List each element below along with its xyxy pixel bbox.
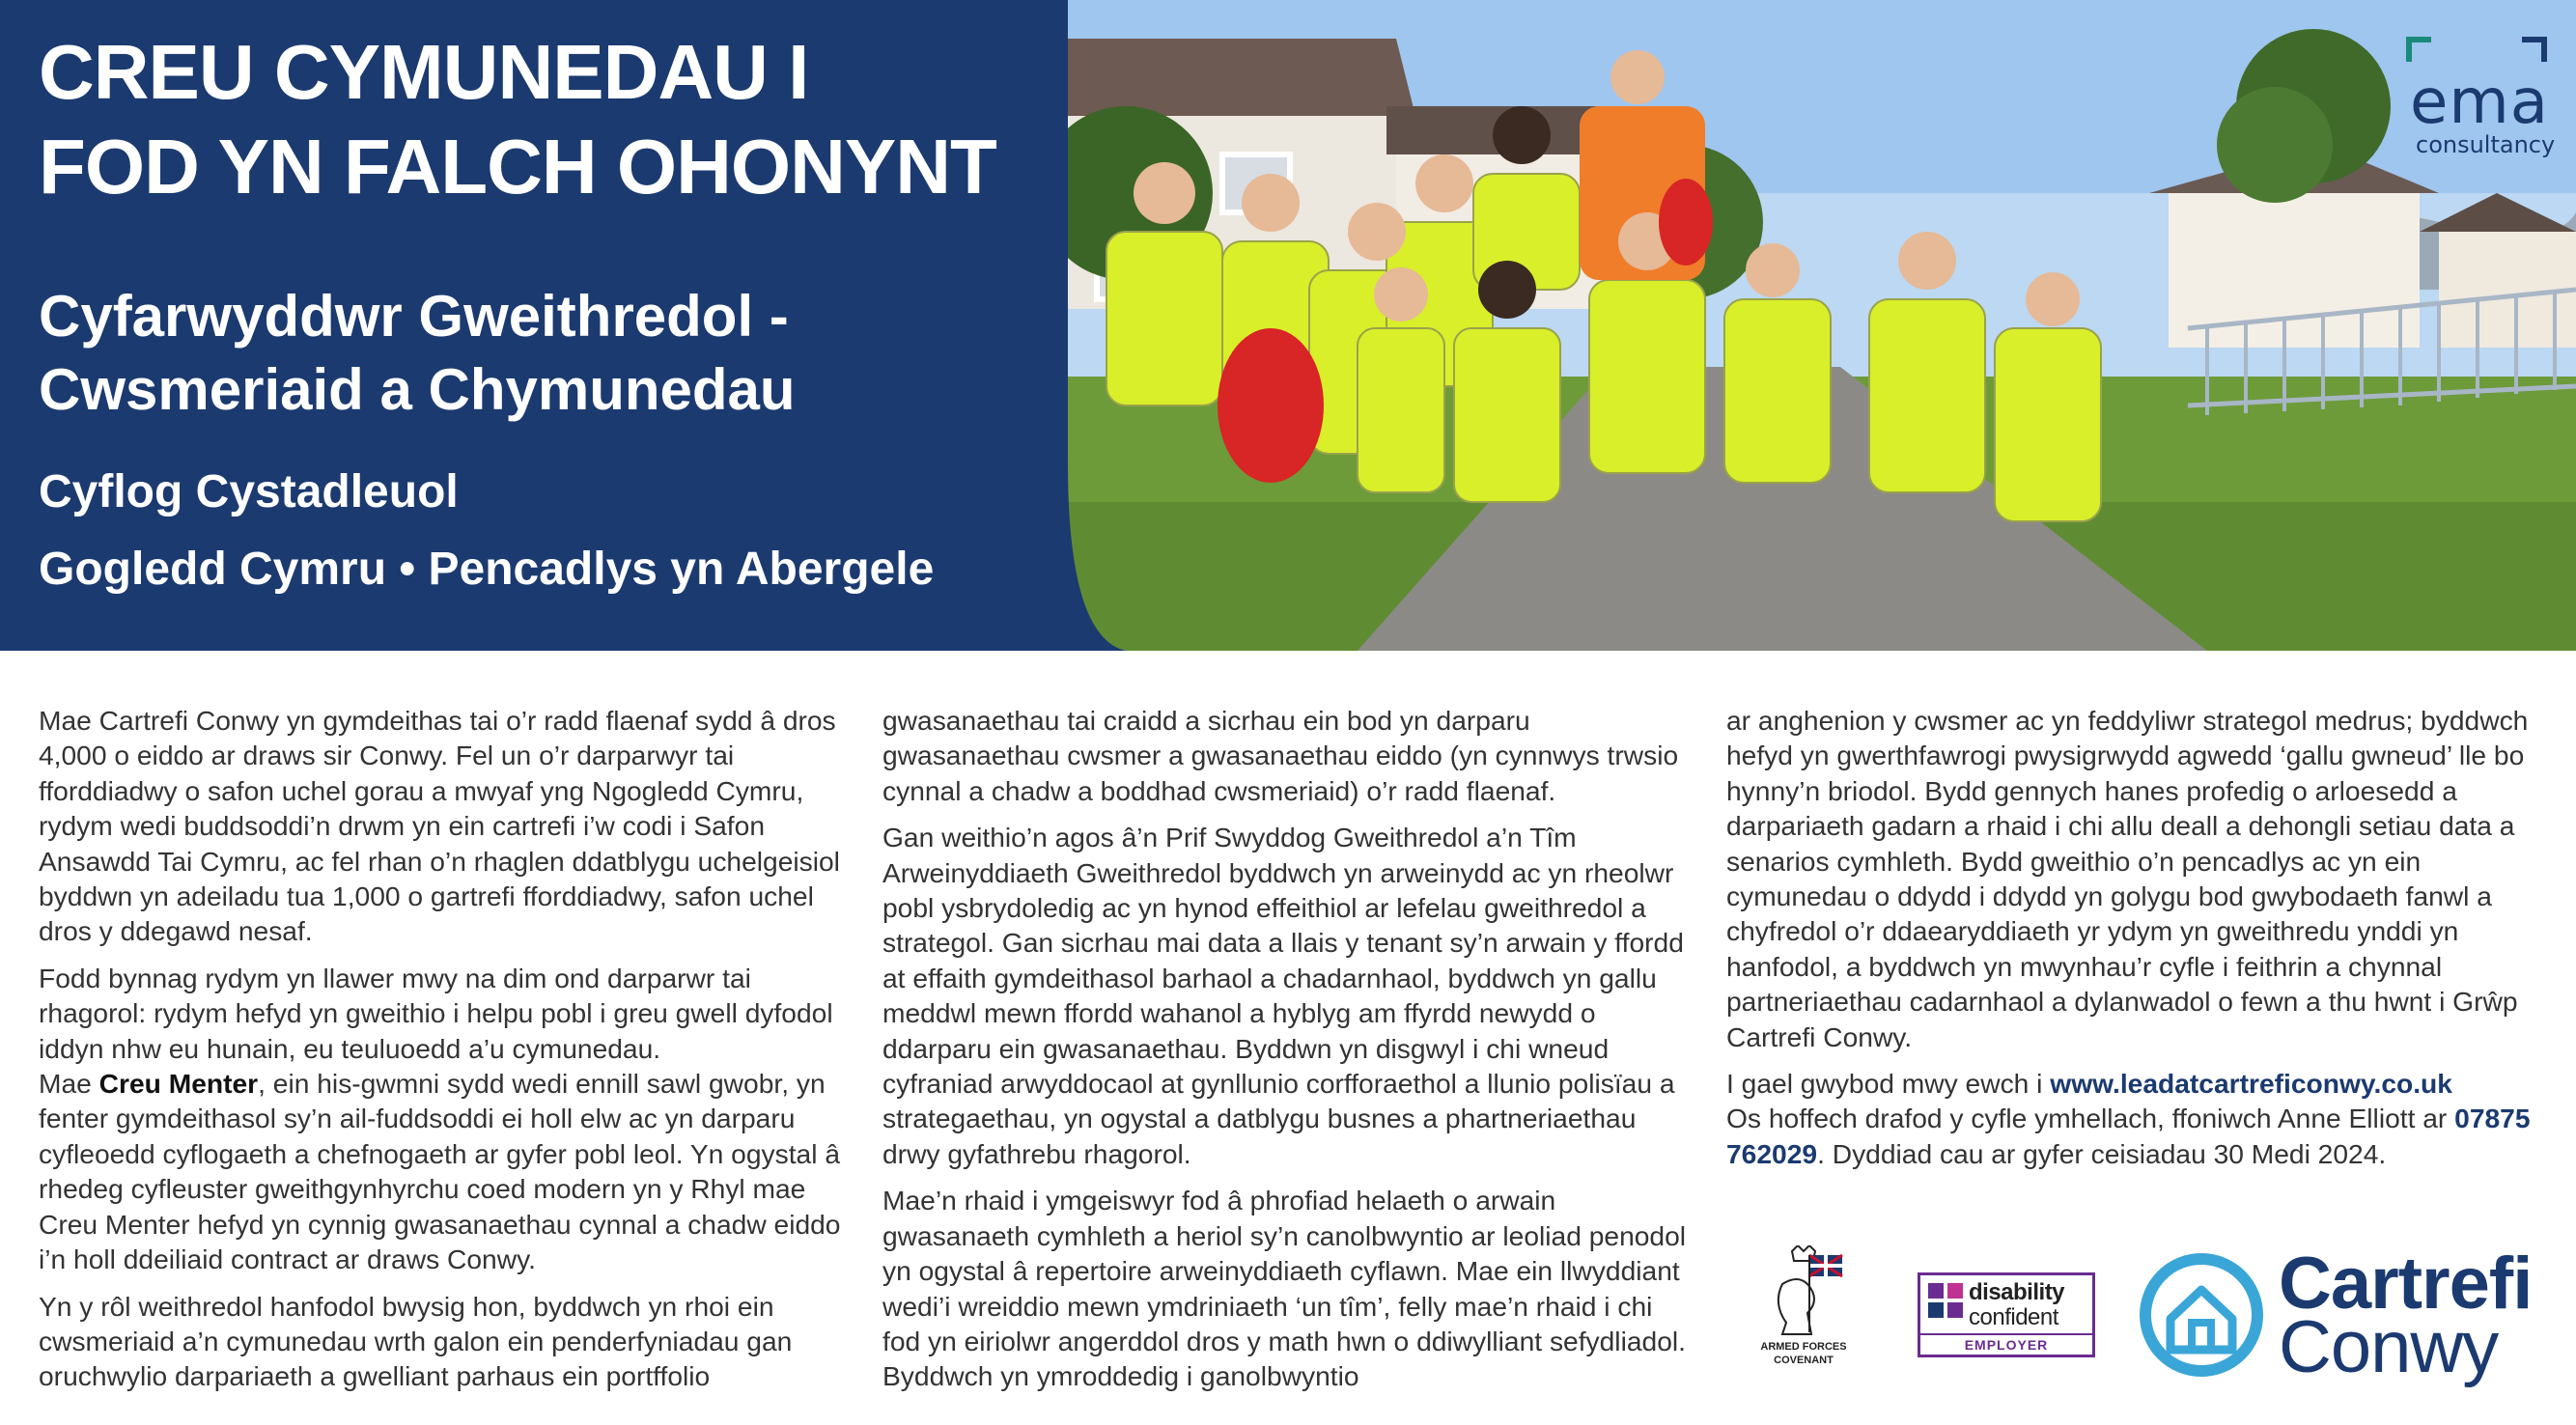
header-panel — [0, 0, 1068, 651]
disability-confident-logo — [1918, 1272, 2095, 1357]
paragraph: Mae’n rhaid i ymgeiswyr fod â phrofiad helaeth o arwain gwasanaeth cymhleth a heriol sy’n canolbwyntio ar leoliad penodol yn ogystal â repertoire arweinyddiaeth cyflawn. Mae ein llwyddiant wedi’i wreiddio mewn ymdriniaeth ‘un tîm’, felly mae’n rhaid i chi fod yn eiriolwr angerddol dros y math hwn o ddiwylliant sefydliadol. Byddwch yn ymroddedig i ganolbwyntio — [882, 1185, 1687, 1392]
website-link[interactable]: www.leadatcartreficonwy.co.uk — [2050, 1068, 2452, 1100]
dc-employer-label: EMPLOYER — [1920, 1333, 2092, 1355]
house-icon — [2138, 1245, 2269, 1381]
paragraph — [39, 961, 850, 1277]
location-text: Gogledd Cymru • Pencadlys yn Abergele — [39, 544, 935, 595]
armed-forces-covenant-text — [1744, 1340, 1863, 1367]
paragraph-text: . Dyddiad cau ar gyfer ceisiadau 30 Medi 2024. — [1817, 1137, 2387, 1169]
headline-line-2: FOD YN FALCH OHONYNT — [39, 124, 996, 210]
headline-line-1: CREU CYMUNEDAU I — [39, 29, 809, 115]
job-title — [39, 280, 796, 427]
cartrefi-conwy-logo — [2138, 1245, 2543, 1390]
phone-link[interactable]: 07875 762029 — [1726, 1103, 2531, 1169]
paragraph-text: Fodd bynnag rydym yn llawer mwy na dim ond darparwr tai rhagorol: rydym hefyd yn gweithio i helpu pobl i greu gwell dyfodol iddyn nhw eu hunain, eu teuluoedd a’u cymunedau. — [39, 962, 833, 1064]
paragraph-text: , ein his-gwmni sydd wedi ennill sawl gwobr, yn fenter gymdeithasol sy’n ail-fuddsoddi ei holl elw ac yn darparu cyfleoedd cyflogaeth a chefnogaeth ar gyfer pobl leol. Yn ogystal â rhedeg cyfleuster gweithgynhyrchu coed modern yn y Rhyl mae Creu Menter hefyd yn cynnig gwasanaethau cynnal a chadw eiddo i’n holl ddeiliaid contract ar draws Conwy. — [39, 1068, 841, 1275]
job-title-line-1: Cyfarwyddwr Gweithredol - — [39, 284, 789, 349]
cartrefi-word: Cartrefi — [2279, 1243, 2533, 1325]
salary-text: Cyflog Cystadleuol — [39, 466, 459, 517]
body-column-2 — [882, 703, 1694, 1406]
disability-confident-icon — [1928, 1283, 1965, 1331]
afc-line-2: COVENANT — [1774, 1355, 1834, 1366]
ema-corner-icon — [2406, 37, 2431, 62]
paragraph: Gan weithio’n agos â’n Prif Swyddog Gweithredol a’n Tîm Arweinyddiaeth Gweithredol byddwch yn arweinydd ac yn rheolwr pobl ysbrydoledig ac yn hynod effeithiol ar lefelau gweithredol a strategol. Gan sicrhau mai data a llais y tenant sy’n arwain y ffordd at effaith gymdeithasol barhaol a chadarnhaol, byddwch yn gallu meddwl mewn ffordd wahanol a hyblyg am ffyrdd newydd o ddarparu ein gwasanaethau. Byddwn yn disgwyl i chi wneud cyfraniad arwyddocaol at gynllunio corfforaethol a llunio polisïau a strategaethau, yn ogystal a datblygu busnes a phartneriaethau drwy gyfathrebu rhagorol. — [882, 822, 1684, 1169]
paragraph: Mae Cartrefi Conwy yn gymdeithas tai o’r radd flaenaf sydd â dros 4,000 o eiddo ar draws sir Conwy. Fel un o’r darparwyr tai fforddiadwy o safon uchel gorau a mwyaf yng Ngogledd Cymru, rydym wedi buddsoddi’n drwm yn ein cartrefi i’w codi i Safon Ansawdd Tai Cymru, ac fel rhan o’n rhaglen ddatblygu uchelgeisiol byddwn yn adeiladu tua 1,000 o gartrefi fforddiadwy, safon uchel dros y ddegawd nesaf. — [39, 705, 840, 947]
body-column-1 — [39, 703, 850, 1406]
ema-consultancy-logo — [2394, 33, 2559, 168]
dc-square-icon — [1947, 1302, 1963, 1318]
creu-menter-bold: Creu Menter — [98, 1068, 259, 1100]
job-title-line-2: Cwsmeriaid a Chymunedau — [39, 357, 796, 422]
body-column-3 — [1726, 703, 2537, 1183]
dc-square-icon — [1947, 1283, 1963, 1299]
dc-word-2: confident — [1969, 1304, 2058, 1330]
ema-corner-icon — [2522, 37, 2547, 62]
litter-pick-photo-illustration — [1068, 0, 2576, 651]
ema-logo-word: ema — [2410, 67, 2549, 138]
dc-square-icon — [1928, 1283, 1944, 1299]
paragraph: Yn y rôl weithredol hanfodol bwysig hon, byddwch yn rhoi ein cwsmeriaid a’n cymunedau wrth galon ein penderfyniadau gan oruchwylio darpariaeth a gwelliant parhaus ein portffolio — [39, 1290, 793, 1392]
paragraph — [1726, 1066, 2537, 1101]
ema-logo-subtitle: consultancy — [2416, 131, 2556, 158]
paragraph-text: I gael gwybod mwy ewch i — [1726, 1068, 2051, 1100]
paragraph-text: Os hoffech drafod y cyfle ymhellach, ffoniwch Anne Elliott ar — [1726, 1103, 2455, 1134]
dc-word-1: disability — [1969, 1279, 2065, 1305]
paragraph — [1726, 1101, 2537, 1171]
hero-photo — [1068, 0, 2576, 651]
afc-line-1: ARMED FORCES — [1760, 1341, 1847, 1353]
paragraph: gwasanaethau tai craidd a sicrhau ein bod yn darparu gwasanaethau cwsmer a gwasanaethau eiddo (yn cynnwys trwsio cynnal a chadw a boddhad cwsmeriaid) o’r radd flaenaf. — [882, 705, 1679, 806]
paragraph: ar anghenion y cwsmer ac yn feddyliwr strategol medrus; byddwch hefyd yn gwerthfawrogi pwysigrwydd agwedd ‘gallu gwneud’ lle bo hynny’n briodol. Bydd gennych hanes profedig o arloesedd a darpariaeth gadarn a rhaid i chi allu deall a dehongli setiau data a senarios cymhleth. Bydd gweithio o’n pencadlys ac yn ein cymunedau o ddydd i ddydd yn golygu bod gwybodaeth fanwl a chyfredol o’r ddaearyddiaeth yr ydym yn gweithredu ynddi yn hanfodol, a byddwch yn mwynhau’r cyfle i feithrin a chynnal partneriaethau cadarnhaol a dylanwadol o fewn a thu hwnt i Grŵp Cartrefi Conwy. — [1726, 705, 2529, 1052]
paragraph-text: Mae — [39, 1068, 99, 1100]
headline — [39, 25, 996, 214]
conwy-word: Conwy — [2279, 1306, 2499, 1388]
dc-square-icon — [1928, 1302, 1944, 1318]
